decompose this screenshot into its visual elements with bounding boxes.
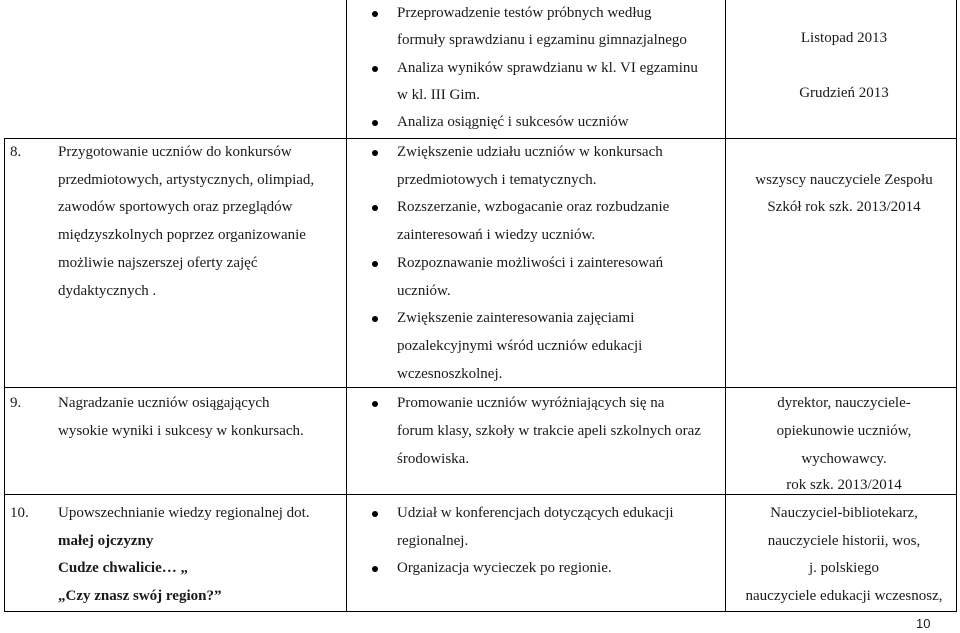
bullet-icon	[372, 205, 378, 211]
task-text: wysokie wyniki i sukcesy w konkursach.	[58, 423, 304, 439]
bullet-icon	[372, 66, 378, 72]
action-text: pozalekcyjnymi wśród uczniów edukacji	[397, 338, 643, 354]
bullet-icon	[372, 150, 378, 156]
row-number: 9.	[10, 395, 22, 411]
grid-line-row9-top	[4, 387, 957, 388]
action-text: zainteresowań i wiedzy uczniów.	[397, 227, 596, 243]
action-text: przedmiotowych i tematycznych.	[397, 172, 597, 188]
bullet-icon	[372, 511, 378, 517]
action-text: Zwiększenie zainteresowania zajęciami	[397, 310, 635, 326]
grid-line-row8-top	[4, 138, 957, 139]
action-text: Analiza wyników sprawdzianu w kl. VI egzaminu	[397, 60, 698, 76]
task-text: możliwie najszerszej oferty zajęć	[58, 255, 258, 271]
grid-line-left	[4, 138, 5, 612]
responsible-text: wychowawcy.	[801, 451, 887, 467]
page-number: 10	[916, 616, 931, 631]
bullet-icon	[372, 316, 378, 322]
date-text: Grudzień 2013	[799, 85, 889, 101]
task-text: Upowszechnianie wiedzy regionalnej dot.	[58, 505, 310, 521]
responsible-text: nauczyciele edukacji wczesnosz,	[745, 588, 943, 604]
grid-line-col2	[725, 0, 726, 612]
task-text-bold: małej ojczyzny	[58, 533, 154, 549]
action-text: Udział w konferencjach dotyczących edukacji	[397, 505, 674, 521]
task-text-bold: Cudze chwalicie… „	[58, 560, 188, 576]
action-text: uczniów.	[397, 283, 451, 299]
responsible-text: dyrektor, nauczyciele-	[777, 395, 911, 411]
task-text: Przygotowanie uczniów do konkursów	[58, 144, 292, 160]
task-text: międzyszkolnych poprzez organizowanie	[58, 227, 306, 243]
bullet-icon	[372, 11, 378, 17]
bullet-icon	[372, 261, 378, 267]
responsible-text: wszyscy nauczyciele Zespołu	[755, 172, 933, 188]
action-text: środowiska.	[397, 451, 470, 467]
task-text: dydaktycznych .	[58, 283, 157, 299]
responsible-text: opiekunowie uczniów,	[776, 423, 912, 439]
action-text: forum klasy, szkoły w trakcie apeli szkolnych oraz	[397, 423, 701, 439]
responsible-text: Nauczyciel-bibliotekarz,	[770, 505, 918, 521]
action-text: Przeprowadzenie testów próbnych według	[397, 5, 652, 21]
responsible-text: nauczyciele historii, wos,	[767, 533, 921, 549]
action-text: formuły sprawdzianu i egzaminu gimnazjalnego	[397, 32, 687, 48]
task-text: Nagradzanie uczniów osiągających	[58, 395, 270, 411]
action-text: regionalnej.	[397, 533, 469, 549]
action-text: Organizacja wycieczek po regionie.	[397, 560, 612, 576]
responsible-text: j. polskiego	[809, 560, 879, 576]
grid-line-bottom	[4, 611, 957, 612]
date-text: Listopad 2013	[800, 30, 888, 46]
task-text: przedmiotowych, artystycznych, olimpiad,	[58, 172, 315, 188]
grid-line-row10-top	[4, 494, 957, 495]
action-text: Rozszerzanie, wzbogacanie oraz rozbudzanie	[397, 199, 670, 215]
bullet-icon	[372, 401, 378, 407]
bullet-icon	[372, 120, 378, 126]
action-text: Rozpoznawanie możliwości i zainteresowań	[397, 255, 664, 271]
task-text: zawodów sportowych oraz przeglądów	[58, 199, 293, 215]
grid-line-col1	[346, 0, 347, 612]
action-text: w kl. III Gim.	[397, 87, 480, 103]
bullet-icon	[372, 566, 378, 572]
row-number: 10.	[10, 505, 29, 521]
action-text: wczesnoszkolnej.	[397, 366, 503, 382]
action-text: Promowanie uczniów wyróżniających się na	[397, 395, 665, 411]
row-number: 8.	[10, 144, 22, 160]
responsible-text: Szkół rok szk. 2013/2014	[767, 199, 921, 215]
action-text: Analiza osiągnięć i sukcesów uczniów	[397, 114, 629, 130]
action-text: Zwiększenie udziału uczniów w konkursach	[397, 144, 663, 160]
grid-line-right	[956, 0, 957, 612]
responsible-text: rok szk. 2013/2014	[786, 477, 902, 493]
task-text-bold: „Czy znasz swój region?”	[58, 588, 222, 604]
